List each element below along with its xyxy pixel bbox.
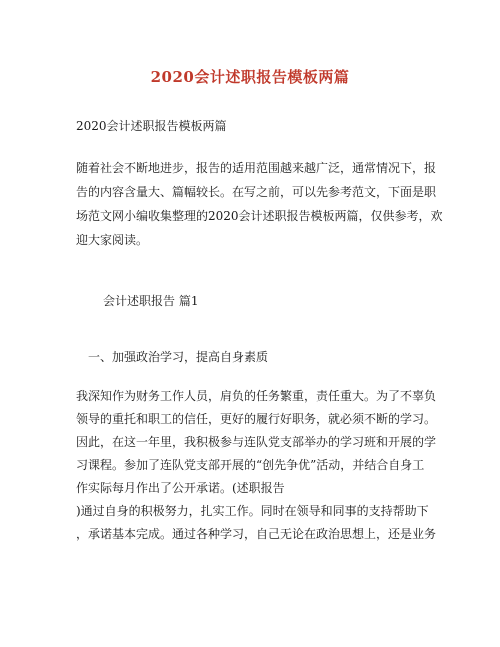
intro-paragraph — [76, 160, 443, 256]
body-line: 作实际每月作出了公开承诺。(述职报告 — [76, 481, 285, 495]
intro-line: 迎大家阅读。 — [76, 233, 149, 247]
body-paragraph — [76, 388, 436, 549]
body-line: ，承诺基本完成。通过各种学习，自己无论在政治思想上，还是业务 — [76, 527, 437, 541]
section-heading: 会计述职报告 篇1 — [103, 294, 199, 308]
intro-line: 场范文网小编收集整理的2020会计述职报告模板两篇，仅供参考，欢 — [76, 209, 443, 223]
body-line: )通过自身的积极努力，扎实工作。同时在领导和同事的支持帮助下 — [76, 504, 429, 518]
body-line: 领导的重托和职工的信任，更好的履行好职务，就必须不断的学习。 — [76, 412, 437, 426]
document-title: 2020会计述职报告模板两篇 — [150, 68, 350, 86]
intro-line: 随着社会不断地进步，报告的适用范围越来越广泛，通常情况下，报 — [76, 161, 437, 175]
intro-line: 告的内容含量大、篇幅较长。在写之前，可以先参考范文，下面是职 — [76, 185, 437, 199]
body-line: 习课程。参加了连队党支部开展的“创先争优”活动，并结合自身工 — [76, 458, 425, 472]
document-subtitle: 2020会计述职报告模板两篇 — [76, 119, 227, 133]
body-line: 因此，在这一年里，我积极参与连队党支部举办的学习班和开展的学 — [76, 435, 437, 449]
body-line: 我深知作为财务工作人员，肩负的任务繁重，责任重大。为了不辜负 — [76, 389, 437, 403]
subsection-heading: 一、加强政治学习，提高自身素质 — [88, 350, 269, 364]
